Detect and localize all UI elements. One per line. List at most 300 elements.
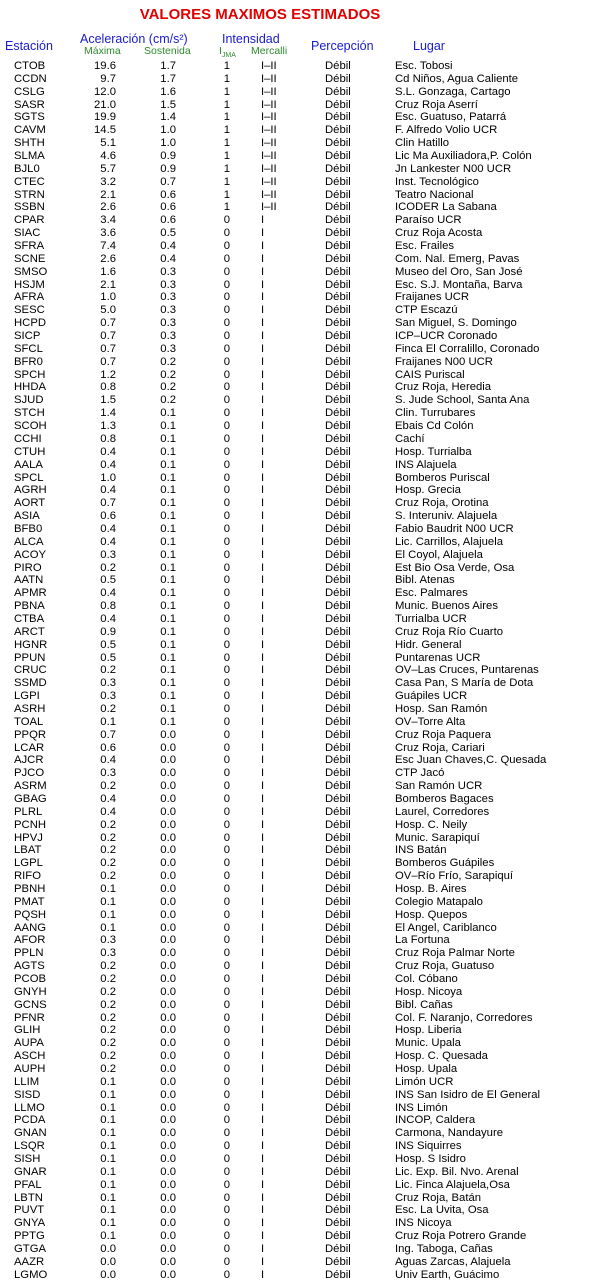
ijma-intensity-cell: 0 bbox=[223, 754, 230, 767]
sustained-acceleration-cell: 0.0 bbox=[160, 857, 176, 870]
table-row bbox=[0, 291, 590, 304]
perception-cell: Débil bbox=[325, 175, 351, 188]
max-acceleration-cell: 2.1 bbox=[100, 188, 116, 201]
max-acceleration-cell: 0.1 bbox=[100, 1230, 116, 1243]
mercalli-intensity-cell: I bbox=[261, 883, 265, 895]
mercalli-intensity-cell: I bbox=[261, 1165, 265, 1178]
table-row bbox=[0, 60, 590, 73]
mercalli-intensity-cell: I–II bbox=[261, 175, 277, 188]
mercalli-intensity-cell: I bbox=[261, 484, 265, 497]
place-cell: Col. F. Naranjo, Corredores bbox=[395, 1011, 533, 1024]
table-row bbox=[0, 369, 590, 382]
place-cell: Hosp. Quepos bbox=[395, 908, 468, 921]
max-acceleration-cell: 21.0 bbox=[94, 98, 116, 111]
ijma-intensity-cell: 0 bbox=[223, 1063, 230, 1076]
perception-cell: Débil bbox=[325, 1217, 351, 1230]
station-code-cell: GLIH bbox=[14, 1024, 41, 1037]
place-cell: Lic. Finca Alajuela,Osa bbox=[395, 1178, 510, 1191]
place-cell: Hosp. C. Quesada bbox=[395, 1050, 488, 1063]
mercalli-intensity-cell: I bbox=[261, 1243, 265, 1256]
mercalli-intensity-cell: I–II bbox=[261, 137, 277, 150]
ijma-intensity-cell: 0 bbox=[223, 394, 230, 407]
place-cell: Hosp. Upala bbox=[395, 1063, 458, 1076]
table-row bbox=[0, 137, 590, 150]
mercalli-intensity-cell: I bbox=[261, 471, 265, 484]
max-acceleration-cell: 0.0 bbox=[100, 1268, 116, 1281]
perception-cell: Débil bbox=[325, 728, 351, 741]
ijma-intensity-cell: 0 bbox=[223, 458, 230, 471]
sustained-acceleration-cell: 0.0 bbox=[160, 960, 176, 973]
perception-cell: Débil bbox=[325, 1165, 351, 1178]
station-code-cell: LLIM bbox=[14, 1075, 40, 1088]
header-ijma-sub: JMA bbox=[221, 52, 236, 60]
perception-cell: Débil bbox=[325, 651, 351, 664]
table-row bbox=[0, 317, 590, 330]
place-cell: El Angel, Cariblanco bbox=[395, 921, 497, 934]
place-cell: Esc. Guatuso, Patarrá bbox=[395, 111, 507, 124]
ijma-intensity-cell: 0 bbox=[223, 240, 230, 253]
ijma-intensity-cell: 0 bbox=[223, 625, 230, 638]
ijma-intensity-cell: 0 bbox=[223, 702, 230, 715]
mercalli-intensity-cell: I bbox=[261, 252, 265, 265]
table-row bbox=[0, 613, 590, 626]
table-row bbox=[0, 896, 590, 909]
max-acceleration-cell: 0.9 bbox=[100, 625, 116, 638]
mercalli-intensity-cell: I bbox=[261, 651, 265, 664]
ijma-intensity-cell: 0 bbox=[223, 612, 230, 625]
max-acceleration-cell: 19.9 bbox=[94, 111, 116, 124]
max-acceleration-cell: 0.5 bbox=[100, 638, 116, 651]
station-code-cell: ASCH bbox=[14, 1050, 46, 1063]
mercalli-intensity-cell: I bbox=[261, 420, 265, 433]
ijma-intensity-cell: 0 bbox=[223, 792, 230, 805]
ijma-intensity-cell: 0 bbox=[223, 767, 230, 780]
perception-cell: Débil bbox=[325, 317, 351, 330]
max-acceleration-cell: 1.0 bbox=[100, 471, 116, 484]
perception-cell: Débil bbox=[325, 998, 351, 1011]
max-acceleration-cell: 0.1 bbox=[100, 1153, 116, 1166]
place-cell: Aguas Zarcas, Alajuela bbox=[395, 1255, 511, 1268]
sustained-acceleration-cell: 1.4 bbox=[160, 111, 176, 124]
sustained-acceleration-cell: 0.1 bbox=[160, 612, 176, 625]
ijma-intensity-cell: 0 bbox=[223, 1204, 230, 1217]
station-code-cell: PBNA bbox=[14, 600, 45, 613]
ijma-intensity-cell: 0 bbox=[223, 1101, 230, 1114]
max-acceleration-cell: 0.1 bbox=[100, 1140, 116, 1153]
mercalli-intensity-cell: I bbox=[261, 844, 265, 857]
max-acceleration-cell: 19.6 bbox=[94, 60, 116, 72]
perception-cell: Débil bbox=[325, 497, 351, 510]
mercalli-intensity-cell: I bbox=[261, 870, 265, 883]
max-acceleration-cell: 5.0 bbox=[100, 304, 116, 317]
ijma-intensity-cell: 1 bbox=[223, 85, 230, 98]
mercalli-intensity-cell: I bbox=[261, 304, 265, 317]
ijma-intensity-cell: 0 bbox=[223, 973, 230, 986]
sustained-acceleration-cell: 0.0 bbox=[160, 805, 176, 818]
perception-cell: Débil bbox=[325, 471, 351, 484]
header-sustained: Sostenida bbox=[144, 45, 191, 57]
place-cell: Est Bio Osa Verde, Osa bbox=[395, 561, 515, 574]
station-code-cell: PCDA bbox=[14, 1114, 46, 1127]
table-row bbox=[0, 587, 590, 600]
max-acceleration-cell: 0.2 bbox=[100, 1011, 116, 1024]
sustained-acceleration-cell: 0.0 bbox=[160, 792, 176, 805]
max-acceleration-cell: 7.4 bbox=[100, 240, 116, 253]
table-row bbox=[0, 1050, 590, 1063]
station-code-cell: PCNH bbox=[14, 818, 47, 831]
ijma-intensity-cell: 1 bbox=[223, 150, 230, 163]
place-cell: Esc. S.J. Montaña, Barva bbox=[395, 278, 523, 291]
table-row bbox=[0, 754, 590, 767]
table-row bbox=[0, 73, 590, 86]
max-acceleration-cell: 0.1 bbox=[100, 1191, 116, 1204]
mercalli-intensity-cell: I–II bbox=[261, 201, 277, 214]
table-row bbox=[0, 832, 590, 845]
perception-cell: Débil bbox=[325, 432, 351, 445]
table-row bbox=[0, 562, 590, 575]
place-cell: Fraijanes UCR bbox=[395, 291, 470, 304]
ijma-intensity-cell: 1 bbox=[223, 98, 230, 111]
place-cell: Limón UCR bbox=[395, 1075, 454, 1088]
max-acceleration-cell: 0.7 bbox=[100, 355, 116, 368]
sustained-acceleration-cell: 0.1 bbox=[160, 587, 176, 600]
max-acceleration-cell: 0.2 bbox=[100, 870, 116, 883]
max-acceleration-cell: 0.8 bbox=[100, 381, 116, 394]
ijma-intensity-cell: 0 bbox=[223, 690, 230, 703]
table-row bbox=[0, 806, 590, 819]
station-code-cell: LBAT bbox=[14, 844, 42, 857]
perception-cell: Débil bbox=[325, 252, 351, 265]
perception-cell: Débil bbox=[325, 1140, 351, 1153]
table-row bbox=[0, 201, 590, 214]
ijma-intensity-cell: 0 bbox=[223, 651, 230, 664]
ijma-intensity-cell: 0 bbox=[223, 330, 230, 343]
sustained-acceleration-cell: 0.1 bbox=[160, 638, 176, 651]
sustained-acceleration-cell: 0.0 bbox=[160, 1178, 176, 1191]
perception-cell: Débil bbox=[325, 368, 351, 381]
ijma-intensity-cell: 0 bbox=[223, 574, 230, 587]
station-code-cell: PQSH bbox=[14, 908, 47, 921]
table-row bbox=[0, 1063, 590, 1076]
max-acceleration-cell: 0.7 bbox=[100, 497, 116, 510]
station-code-cell: CAVM bbox=[14, 124, 46, 137]
mercalli-intensity-cell: I bbox=[261, 973, 265, 986]
place-cell: Lic Ma Auxiliadora,P. Colón bbox=[395, 150, 532, 163]
ijma-intensity-cell: 0 bbox=[223, 1011, 230, 1024]
station-code-cell: ARCT bbox=[14, 625, 45, 638]
station-code-cell: HPVJ bbox=[14, 831, 43, 844]
max-acceleration-cell: 1.6 bbox=[100, 265, 116, 278]
sustained-acceleration-cell: 0.3 bbox=[160, 330, 176, 343]
ijma-intensity-cell: 0 bbox=[223, 664, 230, 677]
place-cell: Cruz Roja Potrero Grande bbox=[395, 1230, 527, 1243]
place-cell: Esc. La Uvita, Osa bbox=[395, 1204, 489, 1217]
station-code-cell: HCPD bbox=[14, 317, 47, 330]
sustained-acceleration-cell: 0.0 bbox=[160, 1063, 176, 1076]
station-code-cell: SESC bbox=[14, 304, 45, 317]
ijma-intensity-cell: 0 bbox=[223, 1140, 230, 1153]
max-acceleration-cell: 0.1 bbox=[100, 921, 116, 934]
mercalli-intensity-cell: I bbox=[261, 677, 265, 690]
ijma-intensity-cell: 0 bbox=[223, 741, 230, 754]
place-cell: Col. Cóbano bbox=[395, 973, 458, 986]
perception-cell: Débil bbox=[325, 908, 351, 921]
max-acceleration-cell: 2.1 bbox=[100, 278, 116, 291]
ijma-intensity-cell: 0 bbox=[223, 1127, 230, 1140]
mercalli-intensity-cell: I bbox=[261, 1050, 265, 1063]
place-cell: Guápiles UCR bbox=[395, 690, 468, 703]
station-code-cell: LGPL bbox=[14, 857, 43, 870]
place-cell: Cruz Roja Palmar Norte bbox=[395, 947, 515, 960]
table-row bbox=[0, 909, 590, 922]
station-code-cell: PUVT bbox=[14, 1204, 45, 1217]
station-code-cell: GTGA bbox=[14, 1243, 47, 1256]
sustained-acceleration-cell: 0.2 bbox=[160, 381, 176, 394]
place-cell: Laurel, Corredores bbox=[395, 805, 490, 818]
mercalli-intensity-cell: I bbox=[261, 1178, 265, 1191]
ijma-intensity-cell: 0 bbox=[223, 535, 230, 548]
ijma-intensity-cell: 0 bbox=[223, 780, 230, 793]
ijma-intensity-cell: 0 bbox=[223, 1268, 230, 1281]
perception-cell: Débil bbox=[325, 702, 351, 715]
sustained-acceleration-cell: 0.3 bbox=[160, 317, 176, 330]
header-mercalli: Mercalli bbox=[251, 45, 288, 57]
sustained-acceleration-cell: 0.1 bbox=[160, 522, 176, 535]
mercalli-intensity-cell: I bbox=[261, 265, 265, 278]
max-acceleration-cell: 0.7 bbox=[100, 317, 116, 330]
max-acceleration-cell: 0.1 bbox=[100, 1127, 116, 1140]
mercalli-intensity-cell: I bbox=[261, 368, 265, 381]
perception-cell: Débil bbox=[325, 522, 351, 535]
table-row bbox=[0, 999, 590, 1012]
place-cell: San Ramón UCR bbox=[395, 780, 483, 793]
perception-cell: Débil bbox=[325, 60, 351, 72]
place-cell: Munic. Buenos Aires bbox=[395, 600, 498, 613]
ijma-intensity-cell: 0 bbox=[223, 1088, 230, 1101]
sustained-acceleration-cell: 0.0 bbox=[160, 780, 176, 793]
place-cell: Clin. Turrubares bbox=[395, 407, 476, 420]
perception-cell: Débil bbox=[325, 445, 351, 458]
station-code-cell: SGTS bbox=[14, 111, 45, 124]
table-row bbox=[0, 986, 590, 999]
perception-cell: Débil bbox=[325, 690, 351, 703]
sustained-acceleration-cell: 0.0 bbox=[160, 1191, 176, 1204]
place-cell: Cruz Roja Aserrí bbox=[395, 98, 478, 111]
table-row bbox=[0, 484, 590, 497]
mercalli-intensity-cell: I bbox=[261, 690, 265, 703]
table-row bbox=[0, 574, 590, 587]
station-code-cell: GNAR bbox=[14, 1165, 47, 1178]
perception-cell: Débil bbox=[325, 188, 351, 201]
mercalli-intensity-cell: I bbox=[261, 1114, 265, 1127]
station-code-cell: PPQR bbox=[14, 728, 47, 741]
ijma-intensity-cell: 0 bbox=[223, 1230, 230, 1243]
sustained-acceleration-cell: 0.1 bbox=[160, 471, 176, 484]
max-acceleration-cell: 0.3 bbox=[100, 767, 116, 780]
station-code-cell: ACOY bbox=[14, 548, 47, 561]
max-acceleration-cell: 0.4 bbox=[100, 805, 116, 818]
ijma-intensity-cell: 0 bbox=[223, 407, 230, 420]
station-code-cell: SPCL bbox=[14, 471, 44, 484]
place-cell: Museo del Oro, San José bbox=[395, 265, 523, 278]
ijma-intensity-cell: 1 bbox=[223, 60, 230, 72]
ijma-intensity-cell: 0 bbox=[223, 728, 230, 741]
perception-cell: Débil bbox=[325, 240, 351, 253]
max-acceleration-cell: 0.1 bbox=[100, 908, 116, 921]
mercalli-intensity-cell: I–II bbox=[261, 124, 277, 137]
ijma-intensity-cell: 0 bbox=[223, 908, 230, 921]
sustained-acceleration-cell: 0.0 bbox=[160, 1075, 176, 1088]
table-row bbox=[0, 857, 590, 870]
sustained-acceleration-cell: 0.0 bbox=[160, 1230, 176, 1243]
sustained-acceleration-cell: 0.1 bbox=[160, 690, 176, 703]
mercalli-intensity-cell: I–II bbox=[261, 162, 277, 175]
sustained-acceleration-cell: 0.1 bbox=[160, 561, 176, 574]
ijma-intensity-cell: 0 bbox=[223, 1024, 230, 1037]
perception-cell: Débil bbox=[325, 895, 351, 908]
ijma-intensity-cell: 0 bbox=[223, 342, 230, 355]
table-row bbox=[0, 150, 590, 163]
sustained-acceleration-cell: 0.1 bbox=[160, 484, 176, 497]
table-row bbox=[0, 600, 590, 613]
mercalli-intensity-cell: I bbox=[261, 458, 265, 471]
table-row bbox=[0, 163, 590, 176]
table-row bbox=[0, 1024, 590, 1037]
mercalli-intensity-cell: I–II bbox=[261, 85, 277, 98]
station-code-cell: CPAR bbox=[14, 214, 45, 227]
max-acceleration-cell: 0.2 bbox=[100, 664, 116, 677]
table-row bbox=[0, 86, 590, 99]
station-code-cell: BFR0 bbox=[14, 355, 43, 368]
station-code-cell: CTEC bbox=[14, 175, 45, 188]
perception-cell: Débil bbox=[325, 72, 351, 85]
mercalli-intensity-cell: I–II bbox=[261, 150, 277, 163]
ijma-intensity-cell: 0 bbox=[223, 998, 230, 1011]
ijma-intensity-cell: 0 bbox=[223, 252, 230, 265]
table-row bbox=[0, 870, 590, 883]
ijma-intensity-cell: 0 bbox=[223, 227, 230, 240]
sustained-acceleration-cell: 0.0 bbox=[160, 934, 176, 947]
station-code-cell: SFRA bbox=[14, 240, 45, 253]
place-cell: Hidr. General bbox=[395, 638, 462, 651]
station-code-cell: HSJM bbox=[14, 278, 45, 291]
place-cell: Bomberos Puriscal bbox=[395, 471, 490, 484]
perception-cell: Débil bbox=[325, 381, 351, 394]
place-cell: Cruz Roja Acosta bbox=[395, 227, 483, 240]
place-cell: Cruz Roja, Orotina bbox=[395, 497, 489, 510]
station-code-cell: SCNE bbox=[14, 252, 46, 265]
sustained-acceleration-cell: 0.0 bbox=[160, 985, 176, 998]
place-cell: CTP Escazú bbox=[395, 304, 458, 317]
table-row bbox=[0, 1076, 590, 1089]
ijma-intensity-cell: 0 bbox=[223, 1037, 230, 1050]
place-cell: Hosp. Grecia bbox=[395, 484, 461, 497]
ijma-intensity-cell: 0 bbox=[223, 1075, 230, 1088]
table-row bbox=[0, 729, 590, 742]
station-code-cell: LBTN bbox=[14, 1191, 43, 1204]
ijma-intensity-cell: 0 bbox=[223, 947, 230, 960]
table-row bbox=[0, 767, 590, 780]
sustained-acceleration-cell: 0.0 bbox=[160, 973, 176, 986]
sustained-acceleration-cell: 0.0 bbox=[160, 754, 176, 767]
table-row bbox=[0, 99, 590, 112]
mercalli-intensity-cell: I bbox=[261, 497, 265, 510]
sustained-acceleration-cell: 0.3 bbox=[160, 291, 176, 304]
table-row bbox=[0, 253, 590, 266]
sustained-acceleration-cell: 0.5 bbox=[160, 227, 176, 240]
max-acceleration-cell: 1.2 bbox=[100, 368, 116, 381]
perception-cell: Débil bbox=[325, 535, 351, 548]
ijma-intensity-cell: 0 bbox=[223, 960, 230, 973]
station-code-cell: SHTH bbox=[14, 137, 45, 150]
sustained-acceleration-cell: 0.0 bbox=[160, 1204, 176, 1217]
ijma-intensity-cell: 0 bbox=[223, 1114, 230, 1127]
mercalli-intensity-cell: I bbox=[261, 278, 265, 291]
station-code-cell: PFNR bbox=[14, 1011, 45, 1024]
mercalli-intensity-cell: I bbox=[261, 625, 265, 638]
perception-cell: Débil bbox=[325, 548, 351, 561]
sustained-acceleration-cell: 0.0 bbox=[160, 1255, 176, 1268]
table-row bbox=[0, 639, 590, 652]
mercalli-intensity-cell: I bbox=[261, 857, 265, 870]
sustained-acceleration-cell: 0.1 bbox=[160, 574, 176, 587]
perception-cell: Débil bbox=[325, 715, 351, 728]
place-cell: INS Siquirres bbox=[395, 1140, 462, 1153]
max-acceleration-cell: 0.2 bbox=[100, 702, 116, 715]
ijma-intensity-cell: 0 bbox=[223, 471, 230, 484]
mercalli-intensity-cell: I bbox=[261, 317, 265, 330]
sustained-acceleration-cell: 0.1 bbox=[160, 600, 176, 613]
ijma-intensity-cell: 0 bbox=[223, 600, 230, 613]
sustained-acceleration-cell: 0.0 bbox=[160, 844, 176, 857]
ijma-intensity-cell: 0 bbox=[223, 497, 230, 510]
mercalli-intensity-cell: I bbox=[261, 818, 265, 831]
sustained-acceleration-cell: 0.0 bbox=[160, 1165, 176, 1178]
place-cell: CTP Jacó bbox=[395, 767, 445, 780]
mercalli-intensity-cell: I bbox=[261, 1063, 265, 1076]
header-intensity: Intensidad bbox=[222, 32, 280, 46]
perception-cell: Débil bbox=[325, 574, 351, 587]
place-cell: Ing. Taboga, Cañas bbox=[395, 1243, 493, 1256]
place-cell: OV–Torre Alta bbox=[395, 715, 466, 728]
perception-cell: Débil bbox=[325, 818, 351, 831]
mercalli-intensity-cell: I bbox=[261, 1127, 265, 1140]
max-acceleration-cell: 0.2 bbox=[100, 831, 116, 844]
max-acceleration-cell: 0.2 bbox=[100, 818, 116, 831]
station-code-cell: AFRA bbox=[14, 291, 45, 304]
sustained-acceleration-cell: 0.0 bbox=[160, 947, 176, 960]
place-cell: Esc Juan Chaves,C. Quesada bbox=[395, 754, 547, 767]
place-cell: Cruz Roja Paquera bbox=[395, 728, 492, 741]
sustained-acceleration-cell: 0.3 bbox=[160, 304, 176, 317]
max-acceleration-cell: 0.4 bbox=[100, 458, 116, 471]
ijma-intensity-cell: 0 bbox=[223, 1191, 230, 1204]
perception-cell: Débil bbox=[325, 973, 351, 986]
sustained-acceleration-cell: 0.6 bbox=[160, 201, 176, 214]
station-code-cell: AAZR bbox=[14, 1255, 45, 1268]
max-acceleration-cell: 0.1 bbox=[100, 715, 116, 728]
max-acceleration-cell: 0.2 bbox=[100, 1024, 116, 1037]
perception-cell: Débil bbox=[325, 1268, 351, 1281]
station-code-cell: APMR bbox=[14, 587, 47, 600]
perception-cell: Débil bbox=[325, 124, 351, 137]
perception-cell: Débil bbox=[325, 304, 351, 317]
sustained-acceleration-cell: 0.0 bbox=[160, 818, 176, 831]
sustained-acceleration-cell: 0.0 bbox=[160, 1217, 176, 1230]
perception-cell: Débil bbox=[325, 137, 351, 150]
mercalli-intensity-cell: I bbox=[261, 330, 265, 343]
table-row bbox=[0, 883, 590, 896]
